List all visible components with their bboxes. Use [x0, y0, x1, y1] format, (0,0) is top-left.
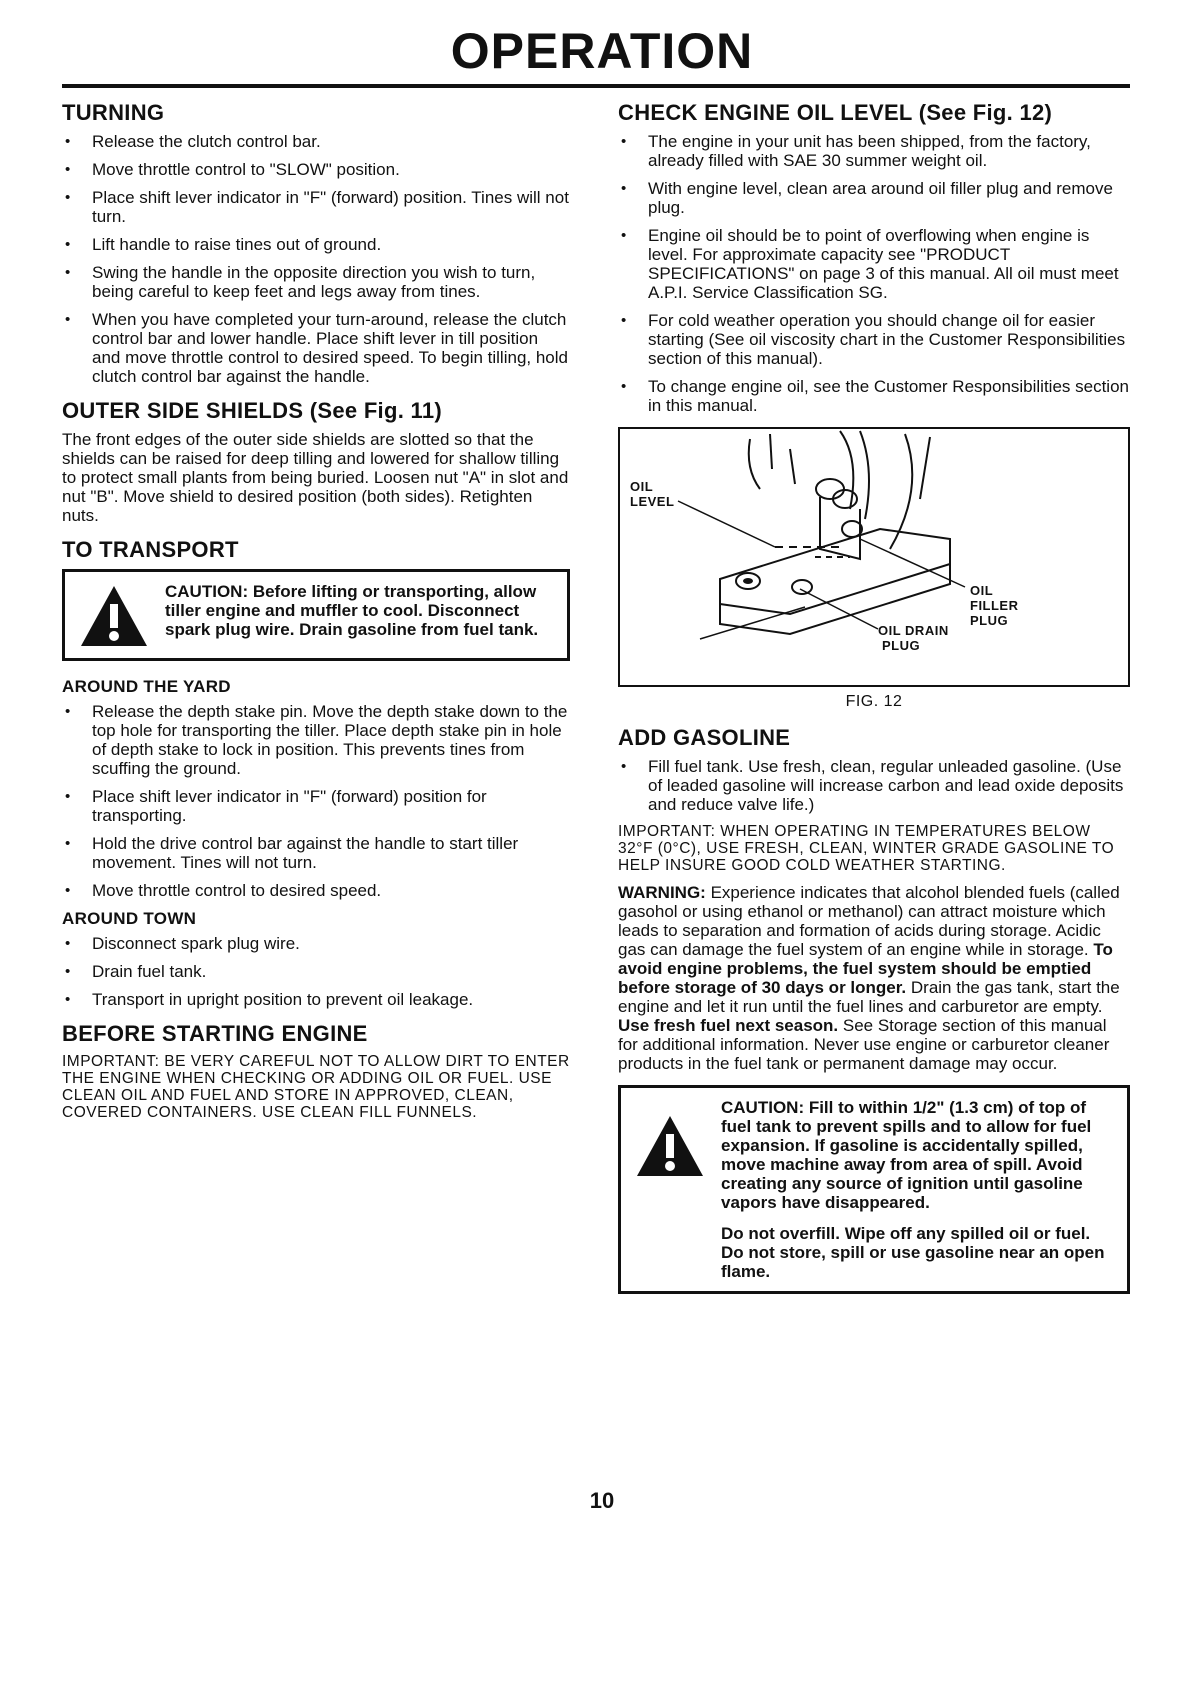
before-starting-heading: BEFORE STARTING ENGINE — [62, 1021, 368, 1046]
left-column — [62, 100, 570, 1133]
list-item: • Hold the drive control bar against the handle to start tiller movement. Tines will not turn. — [62, 834, 570, 872]
list-item: • Transport in upright position to prevent oil leakage. — [62, 990, 570, 1009]
list-item: • With engine level, clean area around oil filler plug and remove plug. — [618, 179, 1130, 217]
around-town-heading: AROUND TOWN — [62, 909, 197, 928]
list-item: • Place shift lever indicator in "F" (forward) position. Tines will not turn. — [62, 188, 570, 226]
gasoline-warning — [618, 883, 1130, 1073]
list-item: • The engine in your unit has been shipped, from the factory, already filled with SAE 30 summer weight oil. — [618, 132, 1130, 170]
transport-section — [62, 537, 570, 1009]
before-starting-section — [62, 1021, 570, 1121]
turning-heading: TURNING — [62, 100, 165, 125]
list-item: • Swing the handle in the opposite direction you wish to turn, being careful to keep feet and legs away from tines. — [62, 263, 570, 301]
page-title: OPERATION — [450, 23, 754, 79]
caution-paragraph-1: CAUTION: Fill to within 1/2" (1.3 cm) of top of fuel tank to prevent spills and to allow for fuel expansion. If gasoline is accidentally spilled, move machine away from area of spill. Avoid creating any source of ignition until gasoline vapors have disappeared. — [721, 1098, 1092, 1212]
transport-caution-text: CAUTION: Before lifting or transporting, allow tiller engine and muffler to cool. Disconnect spark plug wire. Drain gasoline from fuel tank. — [165, 582, 539, 639]
add-gasoline-heading: ADD GASOLINE — [618, 725, 791, 750]
check-oil-heading: CHECK ENGINE OIL LEVEL (See Fig. 12) — [618, 100, 1053, 125]
gasoline-important: IMPORTANT: WHEN OPERATING IN TEMPERATURES BELOW 32°F (0°C), USE FRESH, CLEAN, WINTER GRADE GASOLINE TO HELP INSURE GOOD COLD WEATHER STARTING. — [618, 823, 1115, 874]
outer-shields-section — [62, 398, 570, 525]
warning-text-1: Experience indicates that alcohol blended fuels (called gasohol or using ethanol or methanol) can attract moisture which leads to separation and formation of acids during storage. Acidic gas can damage the fuel system of an engine while in storage. — [618, 883, 1120, 959]
warning-bold-2: Use fresh fuel next season. — [618, 1016, 839, 1035]
check-oil-list — [618, 132, 1130, 415]
warning-text-2: Drain the gas tank, start the engine and let it run until the fuel lines and carburetor are empty. — [618, 978, 1120, 1016]
before-starting-important: IMPORTANT: BE VERY CAREFUL NOT TO ALLOW DIRT TO ENTER THE ENGINE WHEN CHECKING OR ADDING OIL OR FUEL. USE CLEAN OIL AND FUEL AND STORE IN APPROVED, CLEAN, COVERED CONTAINERS. USE CLEAN FILL FUNNELS. — [62, 1053, 570, 1121]
list-item: • Move throttle control to "SLOW" position. — [62, 160, 570, 179]
around-yard-list — [62, 702, 570, 900]
oil-filler-plug-label: OIL FILLER PLUG — [970, 583, 1019, 628]
gasoline-caution-box — [618, 1085, 1130, 1294]
list-item: • Release the depth stake pin. Move the depth stake down to the top hole for transporting the tiller. Place depth stake pin in hole of depth stake to lock in position. This prevents tines from scuffing the ground. — [62, 702, 570, 778]
transport-heading: TO TRANSPORT — [62, 537, 239, 562]
engine-oil-diagram — [620, 429, 1128, 681]
caution-paragraph-2: Do not overfill. Wipe off any spilled oil or fuel. Do not store, spill or use gasoline near an open flame. — [721, 1224, 1105, 1281]
gasoline-caution-text — [721, 1098, 1113, 1281]
transport-caution-box — [62, 569, 570, 661]
turning-section — [62, 100, 570, 386]
oil-drain-plug-label: OIL DRAIN PLUG — [878, 623, 949, 653]
list-item: • Engine oil should be to point of overflowing when engine is level. For approximate capacity see "PRODUCT SPECIFICATIONS" on page 3 of this manual. All oil must meet A.P.I. Service Classification SG. — [618, 226, 1130, 302]
warning-triangle-icon — [79, 584, 149, 648]
title-divider — [62, 84, 1130, 88]
outer-shields-text: The front edges of the outer side shields are slotted so that the shields can be raised for deep tilling and lowered for shallow tilling to protect small plants from being buried. Loosen nut "A" in slot and nut "B". Move shield to desired position (both sides). Retighten nuts. — [62, 430, 569, 525]
outer-shields-heading: OUTER SIDE SHIELDS (See Fig. 11) — [62, 398, 443, 423]
figure-caption: FIG. 12 — [845, 693, 903, 710]
turning-list — [62, 132, 570, 386]
list-item: • To change engine oil, see the Customer Responsibilities section in this manual. — [618, 377, 1130, 415]
list-item: • When you have completed your turn-around, release the clutch control bar and lower handle. Place shift lever in till position and move throttle control to desired speed. To begin tilling, hold clutch control bar against the handle. — [62, 310, 570, 386]
list-item: • Disconnect spark plug wire. — [62, 934, 570, 953]
warning-triangle-icon — [635, 1114, 705, 1178]
list-item: • Release the clutch control bar. — [62, 132, 570, 151]
warning-text-3: See Storage section of this manual for additional information. Never use engine or carburetor cleaner products in the fuel tank or permanent damage may occur. — [618, 1016, 1110, 1073]
page-number: 10 — [589, 1488, 615, 1513]
check-oil-section — [618, 100, 1130, 415]
list-item: • Place shift lever indicator in "F" (forward) position for transporting. — [62, 787, 570, 825]
list-item: • Move throttle control to desired speed. — [62, 881, 570, 900]
warning-bold-1: To avoid engine problems, the fuel system should be emptied before storage of 30 days or longer. — [618, 940, 1113, 997]
oil-level-label: OIL LEVEL — [630, 479, 675, 509]
around-yard-heading: AROUND THE YARD — [62, 677, 231, 696]
list-item: • Fill fuel tank. Use fresh, clean, regular unleaded gasoline. (Use of leaded gasoline will increase carbon and lead oxide deposits and reduce valve life.) — [618, 757, 1130, 814]
list-item: • For cold weather operation you should change oil for easier starting (See oil viscosity chart in the Customer Responsibilities section of this manual). — [618, 311, 1130, 368]
around-town-list — [62, 934, 570, 1009]
figure-12 — [618, 427, 1130, 687]
warning-label: WARNING: — [618, 883, 706, 902]
list-item: • Drain fuel tank. — [62, 962, 570, 981]
add-gasoline-section — [618, 725, 1130, 1294]
list-item: • Lift handle to raise tines out of ground. — [62, 235, 570, 254]
add-gasoline-list — [618, 757, 1130, 814]
right-column — [618, 100, 1130, 1310]
